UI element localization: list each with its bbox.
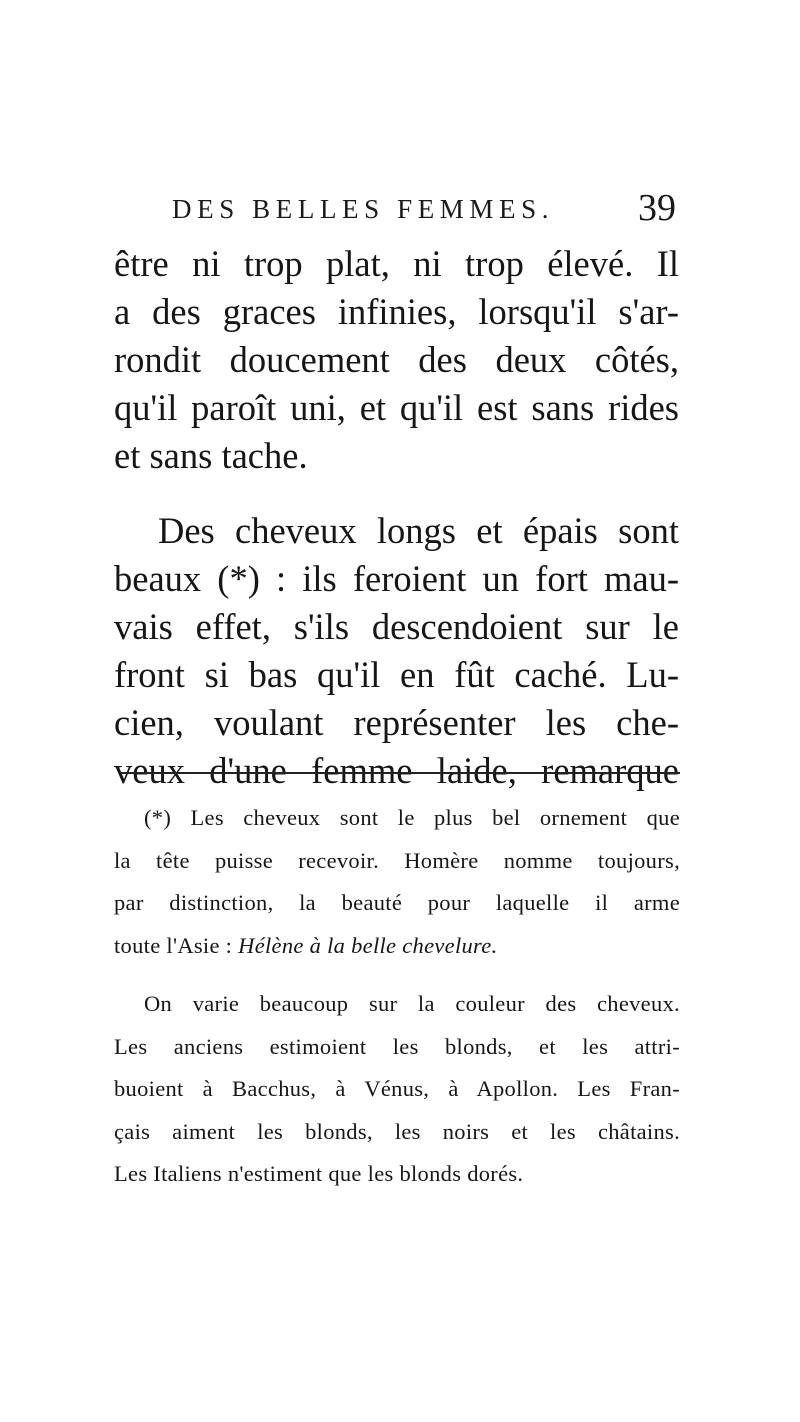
footnote-line: [114, 925, 680, 968]
text-line: qu'il paroît uni, et qu'il est sans rides: [114, 387, 679, 428]
paragraph-gap: [114, 480, 679, 507]
footnote-gap: [114, 967, 680, 983]
text-line: être ni trop plat, ni trop élevé. Il: [114, 243, 679, 284]
page-number: 39: [638, 187, 676, 229]
paragraph: [114, 240, 679, 480]
footnote: [114, 797, 680, 1196]
text-line: front si bas qu'il en fût caché. Lu-: [114, 654, 679, 695]
footnote-line: Les Italiens n'estiment que les blonds dorés.: [114, 1161, 524, 1186]
paragraph: [114, 507, 679, 795]
footnote-text: toute l'Asie :: [114, 932, 239, 958]
text-line: a des graces infinies, lorsqu'il s'ar-: [114, 291, 679, 332]
running-title: DES BELLES FEMMES.: [172, 194, 555, 224]
main-text: [114, 240, 679, 795]
text-line: beaux (*) : ils feroient un fort mau-: [114, 558, 679, 599]
footnote-rule: [120, 772, 680, 774]
text-line: veux d'une femme laide, remarque: [114, 750, 679, 791]
footnote-line: buoient à Bacchus, à Vénus, à Apollon. Les Fran-: [114, 1076, 680, 1101]
footnote-line: la tête puisse recevoir. Homère nomme toujours,: [114, 847, 680, 873]
footnote-line: On varie beaucoup sur la couleur des cheveux.: [144, 991, 680, 1016]
footnote-paragraph: [114, 983, 680, 1196]
footnote-line: (*) Les cheveux sont le plus bel ornement que: [144, 805, 680, 830]
running-head: [112, 186, 682, 234]
footnote-line: par distinction, la beauté pour laquelle il arme: [114, 890, 680, 915]
footnote-line: Les anciens estimoient les blonds, et les attri-: [114, 1033, 680, 1059]
text-line: Des cheveux longs et épais sont: [158, 510, 679, 551]
footnote-paragraph: [114, 797, 680, 967]
text-line: vais effet, s'ils descendoient sur le: [114, 606, 679, 647]
text-line: rondit doucement des deux côtés,: [114, 339, 679, 380]
footnote-line: çais aiment les blonds, les noirs et les châtains.: [114, 1118, 680, 1144]
footnote-italic-text: Hélène à la belle chevelure.: [238, 932, 498, 958]
text-line: et sans tache.: [114, 435, 308, 476]
text-line: cien, voulant représenter les che-: [114, 702, 679, 743]
